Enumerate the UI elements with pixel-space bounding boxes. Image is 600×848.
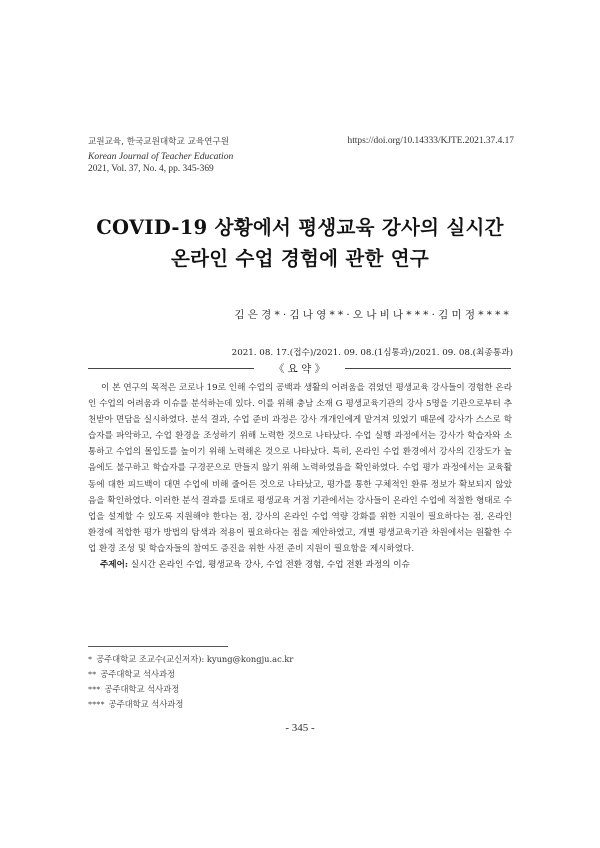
keywords-text: 실시간 온라인 수업, 평생교육 강사, 수업 전환 경험, 수업 전환 과정의 이슈 [128,560,410,570]
journal-name-korean: 교원교육, 한국교원대학교 교육연구원 [88,137,230,147]
footnote-text: 공주대학교 조교수(교신저자): kyung@kongju.ac.kr [96,654,294,664]
doi-link[interactable]: https://doi.org/10.14333/KJTE.2021.37.4.17 [347,136,514,146]
abstract-heading-label: 《 요 약 》 [273,363,326,375]
footnote-item [88,667,293,682]
abstract-body: 이 본 연구의 목적은 코로나 19로 인해 수업의 공백과 생활의 어려움을 겪었던 평생교육 강사들이 경험한 온라인 수업의 어려움과 이슈를 분석하는데 있다. 이를 위해 충남 소재 G 평생교육기관의 강사 5명을 기관으로부터 추천받아 면담을 실시하였다. 분석 결과, 수업 준비 과정은 강사 개개인에게 맡겨져 있었기 때문에 강사가 스스로 학습자를 파악하고, 수업 환경을 조성하기 위해 노력한 것으로 나타났다. 수업 실행 과정에서는 강사가 학습자와 소통하고 수업의 몰입도를 높이기 위해 노력해온 것으로 나타났다. 특히, 온라인 수업 환경에서 강사의 긴장도가 높음에도 불구하고 학습자를 구경꾼으로 만들지 않기 위해 노력하였음을 확인하였다. 수업 평가 과정에서는 교육활동에 대한 피드백이 대면 수업에 비해 줄어든 것으로 나타났고, 평가를 통한 구체적인 환류 정보가 확보되지 않았음을 확인하였다. 이러한 분석 결과를 토대로 평생교육 거점 기관에서는 강사들이 온라인 수업에 적절한 형태로 수업을 설계할 수 있도록 지원해야 한다는 점, 강사의 온라인 수업 역량 강화를 위한 지원이 필요하다는 점, 온라인 환경에 적합한 평가 방법의 탐색과 적용이 필요하다는 점을 제안하였고, 개별 평생교육기관 차원에서는 원활한 수업 환경 조성 및 학습자들의 참여도 증진을 위한 사전 준비 지원이 필요함을 제시하였다. [88,383,512,554]
author-list: 김은경*·김나영**·오나비나***·김미정**** [234,309,512,321]
title-line-1: COVID-19 상황에서 평생교육 강사의 실시간 [96,216,504,239]
footnote-mark: ** [88,670,97,679]
keywords [100,558,410,570]
footnote-mark: **** [88,700,105,709]
submission-dates: 2021. 08. 17.(접수)/2021. 09. 08.(1심통과)/2021. 09. 08.(최종통과) [231,348,513,358]
footnote-mark: * [88,655,93,664]
keywords-label: 주제어: [100,560,129,570]
journal-header [88,136,233,177]
footnote-item [88,652,293,667]
footnote-text: 공주대학교 석사과정 [104,684,180,694]
journal-name-english: Korean Journal of Teacher Education [88,150,234,162]
footnote-text: 공주대학교 석사과정 [108,699,184,709]
footnote-text: 공주대학교 석사과정 [100,669,176,679]
footnote-mark: *** [88,685,101,694]
footnote-divider [88,646,228,647]
footnotes [88,652,293,712]
footnote-item [88,682,293,697]
volume-info: 2021, Vol. 37, No. 4, pp. 345-369 [88,164,214,174]
page-number: - 345 - [285,722,315,734]
footnote-item [88,697,293,712]
heading-rule-right [345,368,511,369]
paper-title [0,212,600,274]
abstract-heading [88,360,511,378]
title-line-2: 온라인 수업 경험에 관한 연구 [171,247,429,270]
